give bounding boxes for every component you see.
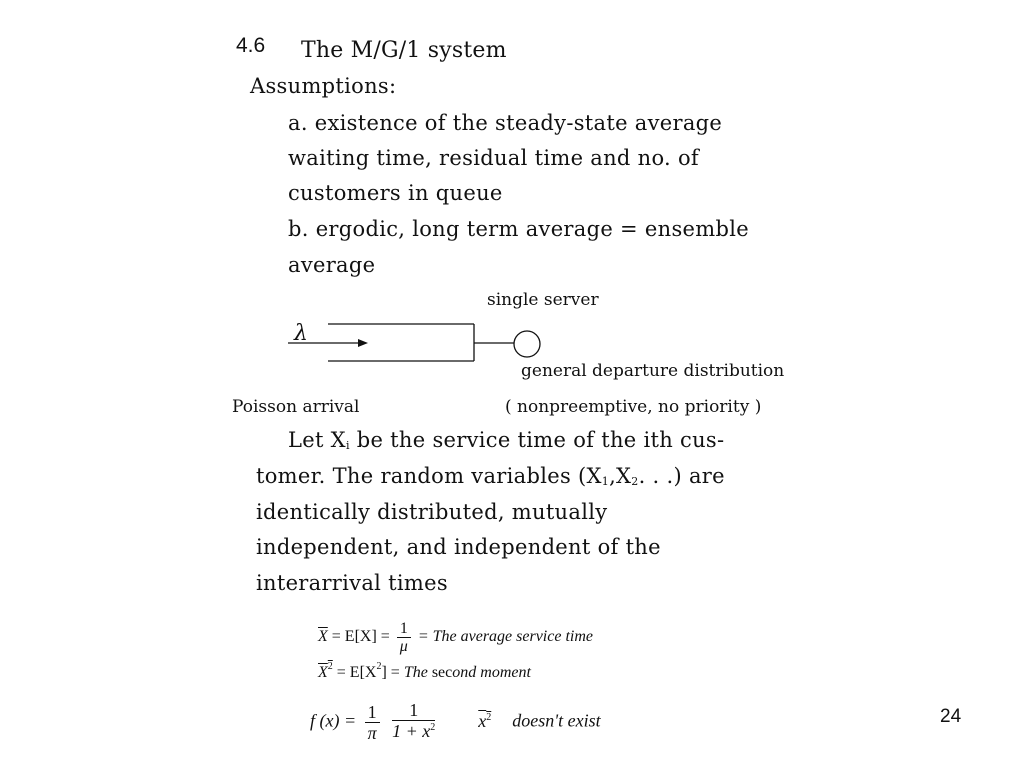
arrival-rate-symbol: λ xyxy=(294,321,308,346)
queue-diagram xyxy=(280,318,560,368)
page-number: 24 xyxy=(940,706,962,727)
fraction-one-over-mu: $\frac{1}{\mu}$ xyxy=(397,620,411,655)
departure-label: general departure distribution xyxy=(521,361,785,381)
server-circle xyxy=(514,331,540,357)
section-number: 4.6 xyxy=(236,34,266,57)
arrival-arrowhead xyxy=(358,339,368,347)
arrival-label: Poisson arrival xyxy=(232,397,360,417)
assumption-b-line2: average xyxy=(288,253,376,277)
assumption-b-line1: b. ergodic, long term average = ensemble xyxy=(288,217,749,241)
fraction-one-over-one-plus-x-squared: $\frac{1}{1 + x^2}$ xyxy=(392,700,436,741)
assumption-a-line2: waiting time, residual time and no. of xyxy=(288,146,699,170)
paragraph-line4: independent, and independent of the xyxy=(256,535,661,559)
paragraph-line1: Let Xi be the service time of the ith cus- xyxy=(288,428,725,452)
assumptions-heading: Assumptions: xyxy=(250,74,397,98)
server-label: single server xyxy=(487,290,599,310)
equation-second-moment: $X^2 = E[X^2]$ = The second moment xyxy=(318,661,531,681)
paragraph-line3: identically distributed, mutually xyxy=(256,500,608,524)
equation-cauchy-density: f (x) = $\frac{1}{\pi}$ $\frac{1}{1 + x^2}$ $x^2$ doesn't exist xyxy=(310,700,601,743)
paragraph-line2: tomer. The random variables (X1,X2. . .) are xyxy=(256,464,725,488)
paragraph-line5: interarrival times xyxy=(256,571,448,595)
assumption-a-line3: customers in queue xyxy=(288,181,503,205)
policy-label: ( nonpreemptive, no priority ) xyxy=(505,397,762,417)
assumption-a-line1: a. existence of the steady-state average xyxy=(288,111,723,135)
fraction-one-over-pi: $\frac{1}{\pi}$ xyxy=(365,702,380,743)
slide-title: The M/G/1 system xyxy=(301,38,507,63)
equation-mean-service: $\overline{X} = E[X]$ = $\frac{1}{\mu}$ = The average service time xyxy=(318,620,593,655)
